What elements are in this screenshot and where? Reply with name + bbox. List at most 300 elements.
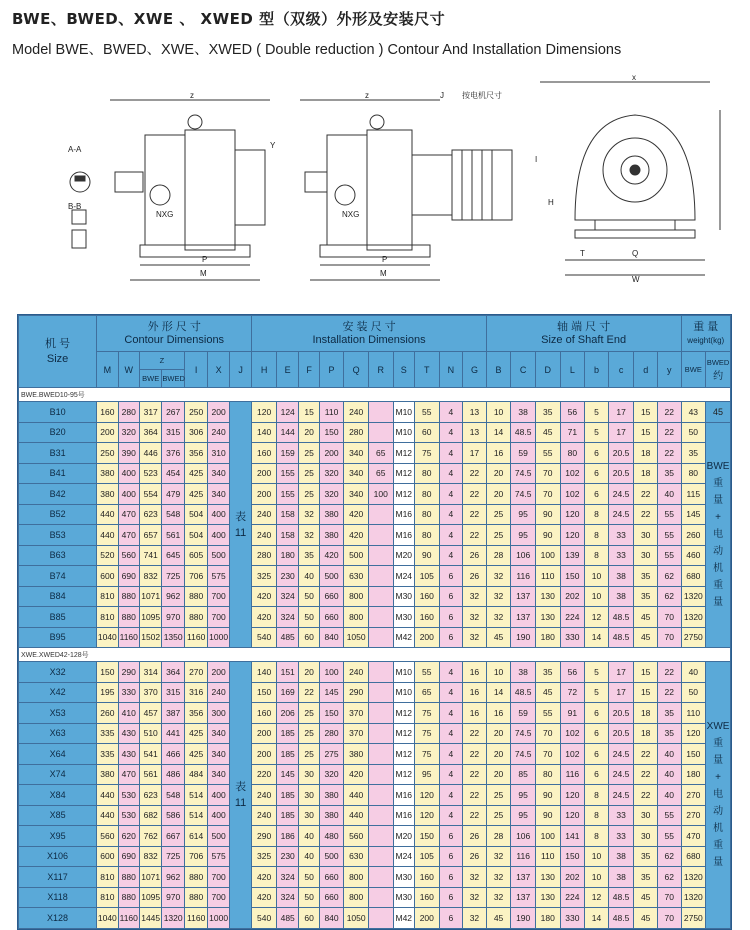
install-cell: [368, 908, 393, 929]
shaft-cell: 48.5: [608, 908, 634, 929]
install-cell: 144: [276, 422, 298, 443]
contour-cell: 623: [139, 785, 161, 806]
table-row: [19, 545, 731, 566]
install-cell: 485: [276, 627, 298, 648]
install-cell: 6: [439, 627, 463, 648]
install-cell: 32: [463, 627, 487, 648]
contour-cell: 725: [162, 566, 184, 587]
contour-cell: 1000: [208, 908, 229, 929]
label-j: J: [440, 91, 444, 100]
contour-cell: 880: [118, 887, 139, 908]
contour-cell: 962: [162, 586, 184, 607]
shaft-cell: 190: [511, 908, 536, 929]
shaft-cell: 30: [634, 826, 658, 847]
contour-cell: 356: [184, 443, 208, 464]
col-y-lower: y: [657, 352, 681, 388]
install-cell: 159: [276, 443, 298, 464]
col-s: S: [393, 352, 414, 388]
shaft-cell: 15: [634, 662, 658, 683]
contour-cell: 600: [97, 846, 118, 867]
contour-cell: 340: [208, 723, 229, 744]
install-cell: [368, 586, 393, 607]
install-cell: 65: [414, 682, 439, 703]
install-cell: 485: [276, 908, 298, 929]
contour-cell: 400: [118, 463, 139, 484]
size-cell: B41: [19, 463, 97, 484]
install-cell: M16: [393, 785, 414, 806]
contour-cell: 970: [162, 887, 184, 908]
contour-cell: 310: [208, 443, 229, 464]
install-cell: 230: [276, 566, 298, 587]
shaft-cell: 33: [608, 826, 634, 847]
shaft-cell: 6: [585, 764, 609, 785]
weight-cell: 2750: [681, 908, 706, 929]
install-cell: 420: [252, 607, 277, 628]
contour-cell: 832: [139, 566, 161, 587]
install-cell: M10: [393, 422, 414, 443]
contour-cell: 340: [208, 764, 229, 785]
shaft-cell: 330: [560, 627, 585, 648]
install-cell: 840: [319, 627, 344, 648]
install-cell: 110: [319, 402, 344, 423]
shaft-cell: 48.5: [608, 887, 634, 908]
shaft-cell: 130: [535, 887, 560, 908]
label-t: T: [580, 249, 585, 258]
install-cell: 20: [299, 422, 319, 443]
install-cell: 80: [414, 525, 439, 546]
shaft-cell: 45: [634, 908, 658, 929]
shaft-cell: 30: [634, 805, 658, 826]
shaft-cell: 22: [657, 443, 681, 464]
shaft-cell: 8: [585, 545, 609, 566]
shaft-cell: 32: [486, 586, 511, 607]
shaft-cell: 6: [585, 443, 609, 464]
shaft-cell: 137: [511, 586, 536, 607]
label-nxg-2: NXG: [342, 210, 360, 219]
contour-cell: 300: [208, 703, 229, 724]
contour-cell: 504: [184, 525, 208, 546]
weight-cell: 50: [681, 422, 706, 443]
shaft-cell: 20.5: [608, 703, 634, 724]
install-cell: 275: [319, 744, 344, 765]
shaft-cell: 55: [657, 545, 681, 566]
install-cell: 660: [319, 586, 344, 607]
install-cell: 200: [252, 484, 277, 505]
table-row: [19, 723, 731, 744]
install-cell: 55: [414, 662, 439, 683]
install-cell: 75: [414, 723, 439, 744]
shaft-cell: 55: [657, 826, 681, 847]
contour-cell: 1095: [139, 887, 161, 908]
label-b-b: B-B: [68, 202, 82, 211]
contour-cell: 150: [97, 662, 118, 683]
shaft-section-a: [70, 172, 90, 192]
install-cell: 4: [439, 723, 463, 744]
install-cell: 32: [463, 887, 487, 908]
contour-cell: 810: [97, 607, 118, 628]
install-cell: M12: [393, 764, 414, 785]
contour-cell: 554: [139, 484, 161, 505]
contour-cell: 1160: [118, 908, 139, 929]
install-cell: 80: [414, 463, 439, 484]
size-cell: X118: [19, 887, 97, 908]
weight-note-text: 机: [713, 563, 724, 575]
shaft-cell: 40: [657, 484, 681, 505]
install-cell: 200: [252, 744, 277, 765]
shaft-cell: 120: [560, 525, 585, 546]
install-cell: 440: [344, 805, 369, 826]
shaft-cell: 17: [608, 422, 634, 443]
contour-cell: 316: [184, 682, 208, 703]
install-cell: [368, 662, 393, 683]
contour-cell: 479: [162, 484, 184, 505]
shaft-cell: 22: [634, 785, 658, 806]
contour-cell: 1071: [139, 586, 161, 607]
contour-cell: 400: [208, 785, 229, 806]
shaft-cell: 35: [657, 463, 681, 484]
shaft-cell: 40: [657, 744, 681, 765]
install-cell: 840: [319, 908, 344, 929]
shaft-cell: 70: [657, 627, 681, 648]
install-cell: 325: [252, 846, 277, 867]
size-cell: B20: [19, 422, 97, 443]
section-label-bwe: BWE.BWED10-95号: [19, 388, 731, 402]
install-cell: [368, 422, 393, 443]
shaft-cell: 48.5: [608, 627, 634, 648]
shaft-cell: 74.5: [511, 463, 536, 484]
install-cell: 320: [319, 484, 344, 505]
shaft-cell: 16: [486, 443, 511, 464]
shaft-cell: 5: [585, 422, 609, 443]
install-cell: M30: [393, 607, 414, 628]
contour-cell: 623: [139, 504, 161, 525]
contour-cell: 425: [184, 744, 208, 765]
contour-cell: 1502: [139, 627, 161, 648]
weight-note-text: 机: [713, 823, 724, 835]
table-row: [19, 402, 731, 423]
shaft-cell: 5: [585, 662, 609, 683]
contour-cell: 470: [118, 504, 139, 525]
contour-cell: 387: [162, 703, 184, 724]
contour-cell: 410: [118, 703, 139, 724]
table-body-xwe: [19, 648, 731, 929]
shaft-cell: 74.5: [511, 723, 536, 744]
contour-cell: 682: [139, 805, 161, 826]
install-cell: [368, 764, 393, 785]
install-cell: 100: [368, 484, 393, 505]
install-cell: 800: [344, 607, 369, 628]
contour-cell: 160: [97, 402, 118, 423]
table-row: [19, 785, 731, 806]
shaft-cell: 38: [511, 662, 536, 683]
shaft-cell: 18: [634, 463, 658, 484]
label-z-1: z: [190, 91, 194, 100]
install-cell: 100: [319, 662, 344, 683]
install-cell: 75: [414, 703, 439, 724]
shaft-cell: 32: [486, 846, 511, 867]
contour-cell: 1160: [184, 908, 208, 929]
shaft-cell: 10: [486, 662, 511, 683]
install-cell: 32: [463, 586, 487, 607]
shaft-cell: 102: [560, 744, 585, 765]
contour-cell: 548: [162, 785, 184, 806]
shaft-cell: 30: [634, 525, 658, 546]
weight-cell: 50: [681, 682, 706, 703]
install-cell: 32: [463, 867, 487, 888]
size-cell: X85: [19, 805, 97, 826]
contour-cell: 370: [139, 682, 161, 703]
shaft-cell: 35: [535, 402, 560, 423]
reducer-front-view-2: [300, 100, 512, 280]
contour-cell: 340: [208, 463, 229, 484]
shaft-cell: 33: [608, 525, 634, 546]
shaft-cell: 17: [608, 402, 634, 423]
shaft-cell: 55: [657, 525, 681, 546]
contour-cell: 962: [162, 867, 184, 888]
technical-drawings: [0, 70, 750, 310]
header-contour-cn: 外 形 尺 寸: [147, 320, 201, 333]
shaft-cell: 38: [511, 402, 536, 423]
install-cell: 30: [299, 805, 319, 826]
shaft-cell: 80: [535, 764, 560, 785]
install-cell: 6: [439, 826, 463, 847]
install-cell: [368, 607, 393, 628]
contour-cell: 454: [162, 463, 184, 484]
install-cell: 140: [252, 662, 277, 683]
install-cell: 16: [463, 662, 487, 683]
shaft-cell: 24.5: [608, 504, 634, 525]
install-cell: 150: [319, 422, 344, 443]
install-cell: 60: [414, 422, 439, 443]
contour-cell: 425: [184, 484, 208, 505]
shaft-cell: 45: [634, 627, 658, 648]
size-cell: X128: [19, 908, 97, 929]
install-cell: 800: [344, 586, 369, 607]
install-cell: 340: [344, 484, 369, 505]
shaft-cell: 10: [585, 566, 609, 587]
table-row: [19, 887, 731, 908]
weight-cell: 180: [681, 764, 706, 785]
install-cell: 340: [344, 463, 369, 484]
install-cell: 22: [463, 723, 487, 744]
install-cell: 16: [463, 703, 487, 724]
install-cell: 324: [276, 867, 298, 888]
install-cell: [368, 402, 393, 423]
shaft-cell: 80: [560, 443, 585, 464]
install-cell: 200: [414, 908, 439, 929]
contour-cell: 690: [118, 846, 139, 867]
install-cell: M10: [393, 682, 414, 703]
install-cell: 150: [414, 826, 439, 847]
install-cell: 240: [252, 805, 277, 826]
shaft-cell: 20: [486, 723, 511, 744]
install-cell: 6: [439, 908, 463, 929]
size-cell: B85: [19, 607, 97, 628]
table-row: [19, 764, 731, 785]
weight-cell: 40: [681, 662, 706, 683]
contour-cell: 880: [118, 607, 139, 628]
weight-cell: 145: [681, 504, 706, 525]
install-cell: 440: [344, 785, 369, 806]
shaft-cell: 40: [657, 785, 681, 806]
contour-cell: 762: [139, 826, 161, 847]
install-cell: 17: [463, 443, 487, 464]
header-shaft-cn: 轴 端 尺 寸: [557, 320, 611, 333]
install-cell: 4: [439, 545, 463, 566]
col-r: R: [368, 352, 393, 388]
col-b-lower: b: [585, 352, 609, 388]
shaft-cell: 120: [560, 504, 585, 525]
contour-cell: 376: [162, 443, 184, 464]
contour-cell: 330: [118, 682, 139, 703]
install-cell: 1050: [344, 627, 369, 648]
shaft-cell: 35: [657, 703, 681, 724]
contour-cell: 380: [97, 764, 118, 785]
shaft-cell: 59: [511, 443, 536, 464]
install-cell: 420: [319, 545, 344, 566]
shaft-cell: 40: [657, 764, 681, 785]
install-cell: 145: [319, 682, 344, 703]
shaft-cell: 32: [486, 867, 511, 888]
install-cell: M12: [393, 443, 414, 464]
contour-cell: 441: [162, 723, 184, 744]
size-cell: B10: [19, 402, 97, 423]
shaft-cell: 90: [535, 785, 560, 806]
header-install-en: Installation Dimensions: [312, 333, 426, 346]
col-l: L: [560, 352, 585, 388]
size-cell: B31: [19, 443, 97, 464]
size-cell: X53: [19, 703, 97, 724]
install-cell: 290: [252, 826, 277, 847]
j-reference-text: 11: [234, 796, 247, 809]
install-cell: 500: [344, 545, 369, 566]
install-cell: 60: [299, 627, 319, 648]
contour-cell: 486: [162, 764, 184, 785]
install-cell: 155: [276, 484, 298, 505]
weight-note-text: 量: [713, 597, 724, 609]
shaft-cell: 35: [657, 723, 681, 744]
shaft-cell: 8: [585, 805, 609, 826]
install-cell: 630: [344, 566, 369, 587]
install-cell: 50: [299, 607, 319, 628]
install-cell: 4: [439, 703, 463, 724]
shaft-cell: 32: [486, 887, 511, 908]
shaft-cell: 224: [560, 607, 585, 628]
contour-cell: 575: [208, 846, 229, 867]
size-cell: X74: [19, 764, 97, 785]
install-cell: M30: [393, 586, 414, 607]
shaft-cell: 24.5: [608, 744, 634, 765]
install-cell: 30: [299, 764, 319, 785]
install-cell: 155: [276, 463, 298, 484]
shaft-cell: 180: [535, 908, 560, 929]
install-cell: 1050: [344, 908, 369, 929]
header-contour-en: Contour Dimensions: [124, 333, 225, 346]
install-cell: 380: [319, 785, 344, 806]
install-cell: [368, 723, 393, 744]
col-q: Q: [344, 352, 369, 388]
contour-cell: 1095: [139, 607, 161, 628]
col-z-bwed: BWED: [162, 370, 184, 388]
shaft-cell: 70: [657, 908, 681, 929]
shaft-cell: 5: [585, 402, 609, 423]
col-weight-approx-label: 约: [713, 370, 724, 382]
shaft-cell: 102: [560, 463, 585, 484]
shaft-cell: 48.5: [511, 682, 536, 703]
contour-cell: 810: [97, 586, 118, 607]
contour-cell: 880: [184, 867, 208, 888]
weight-cell: 1320: [681, 586, 706, 607]
shaft-cell: 202: [560, 867, 585, 888]
j-reference-cell: [229, 402, 252, 648]
label-q: Q: [632, 249, 639, 258]
header-weight-en: weight(kg): [687, 335, 725, 345]
contour-cell: 470: [118, 525, 139, 546]
install-cell: 22: [463, 744, 487, 765]
shaft-cell: 59: [511, 703, 536, 724]
contour-cell: 548: [162, 504, 184, 525]
install-cell: 160: [414, 887, 439, 908]
table-row: [19, 607, 731, 628]
install-cell: 324: [276, 887, 298, 908]
table-row: [19, 846, 731, 867]
weight-note-text: 电: [713, 529, 724, 541]
size-cell: X32: [19, 662, 97, 683]
install-cell: 660: [319, 867, 344, 888]
shaft-cell: 48.5: [608, 607, 634, 628]
contour-cell: 880: [118, 867, 139, 888]
contour-cell: 514: [184, 785, 208, 806]
table-row: [19, 525, 731, 546]
contour-cell: 306: [184, 422, 208, 443]
shaft-cell: 10: [585, 846, 609, 867]
install-cell: 50: [299, 867, 319, 888]
col-f: F: [299, 352, 319, 388]
install-cell: 26: [463, 545, 487, 566]
shaft-cell: 38: [608, 586, 634, 607]
install-cell: 420: [344, 764, 369, 785]
shaft-cell: 15: [634, 682, 658, 703]
col-w: W: [118, 352, 139, 388]
shaft-cell: 20.5: [608, 723, 634, 744]
install-cell: 280: [252, 545, 277, 566]
shaft-cell: 33: [608, 545, 634, 566]
install-cell: 4: [439, 484, 463, 505]
label-p-2: P: [382, 255, 388, 264]
shaft-cell: 20: [486, 463, 511, 484]
install-cell: 480: [319, 826, 344, 847]
install-cell: 660: [319, 887, 344, 908]
contour-cell: 320: [118, 422, 139, 443]
shaft-section-b: [72, 210, 86, 224]
size-cell: B84: [19, 586, 97, 607]
col-z-bwe: BWE: [139, 370, 161, 388]
install-cell: 120: [252, 402, 277, 423]
size-cell: X84: [19, 785, 97, 806]
install-cell: M30: [393, 887, 414, 908]
label-w: W: [632, 275, 640, 284]
contour-cell: 317: [139, 402, 161, 423]
install-cell: M12: [393, 484, 414, 505]
install-cell: 324: [276, 586, 298, 607]
install-cell: 4: [439, 662, 463, 683]
install-cell: 40: [299, 846, 319, 867]
label-nxg-1: NXG: [156, 210, 174, 219]
install-cell: [368, 805, 393, 826]
install-cell: 26: [463, 846, 487, 867]
table-row: [19, 627, 731, 648]
install-cell: 16: [463, 682, 487, 703]
